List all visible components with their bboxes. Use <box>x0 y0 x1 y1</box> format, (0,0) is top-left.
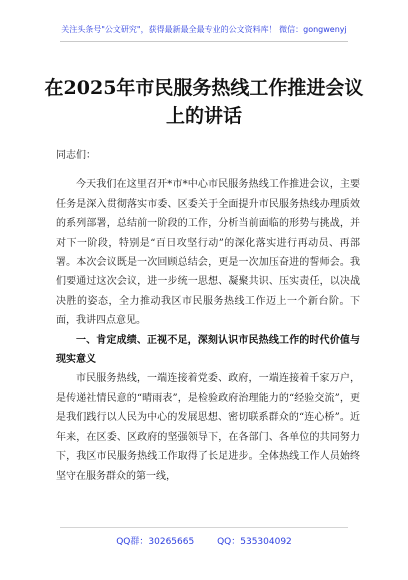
footer-qq-group: QQ群：30265665 <box>116 537 195 547</box>
header-note: 关注头条号"公文研究"，获得最新最全最专业的公文资料库！ 微信：gongwenyj <box>61 25 347 34</box>
section-heading-1: 一、肯定成绩、正视不足，深刻认识市民热线工作的时代价值与现实意义 <box>56 334 360 366</box>
salutation: 同志们： <box>56 150 96 161</box>
footer <box>0 534 408 547</box>
footer-divider <box>60 527 348 528</box>
document-body <box>56 146 360 486</box>
paragraph-section-1: 市民服务热线，一端连接着党委、政府，一端连接着千家万户，是传递社情民意的“晴雨表”，是检验政府治理能力的“经验交流”，更是我们践行以人民为中心的发展思想、密切联系群众的“连心桥”。近年来，在区委、区政府的坚强领导下，在各部门、各单位的共同努力下，我区市民服务热线工作取得了长足进步。全体热线工作人员始终坚守在服务群众的第一线， <box>56 373 360 482</box>
footer-qq: QQ：535304092 <box>217 537 292 547</box>
header-divider <box>60 41 348 42</box>
paragraph-intro: 今天我们在这里召开*市*中心市民服务热线工作推进会议，主要任务是深入贯彻落实市委、区委关于全面提升市民服务热线办理质效的系列部署，总结前一阶段的工作，分析当前面临的形势与挑战，并对下一阶段，特别是“百日攻坚行动”的深化落实进行再动员、再部署。本次会议既是一次回顾总结会，更是一次加压奋进的誓师会。我们要通过这次会议，进一步统一思想、凝聚共识、压实责任，以决战决胜的姿态，全力推动我区市民服务热线工作迈上一个新台阶。下面，我讲四点意见。 <box>56 179 360 327</box>
page-title: 在2025年市民服务热线工作推进会议上的讲话 <box>44 77 364 127</box>
